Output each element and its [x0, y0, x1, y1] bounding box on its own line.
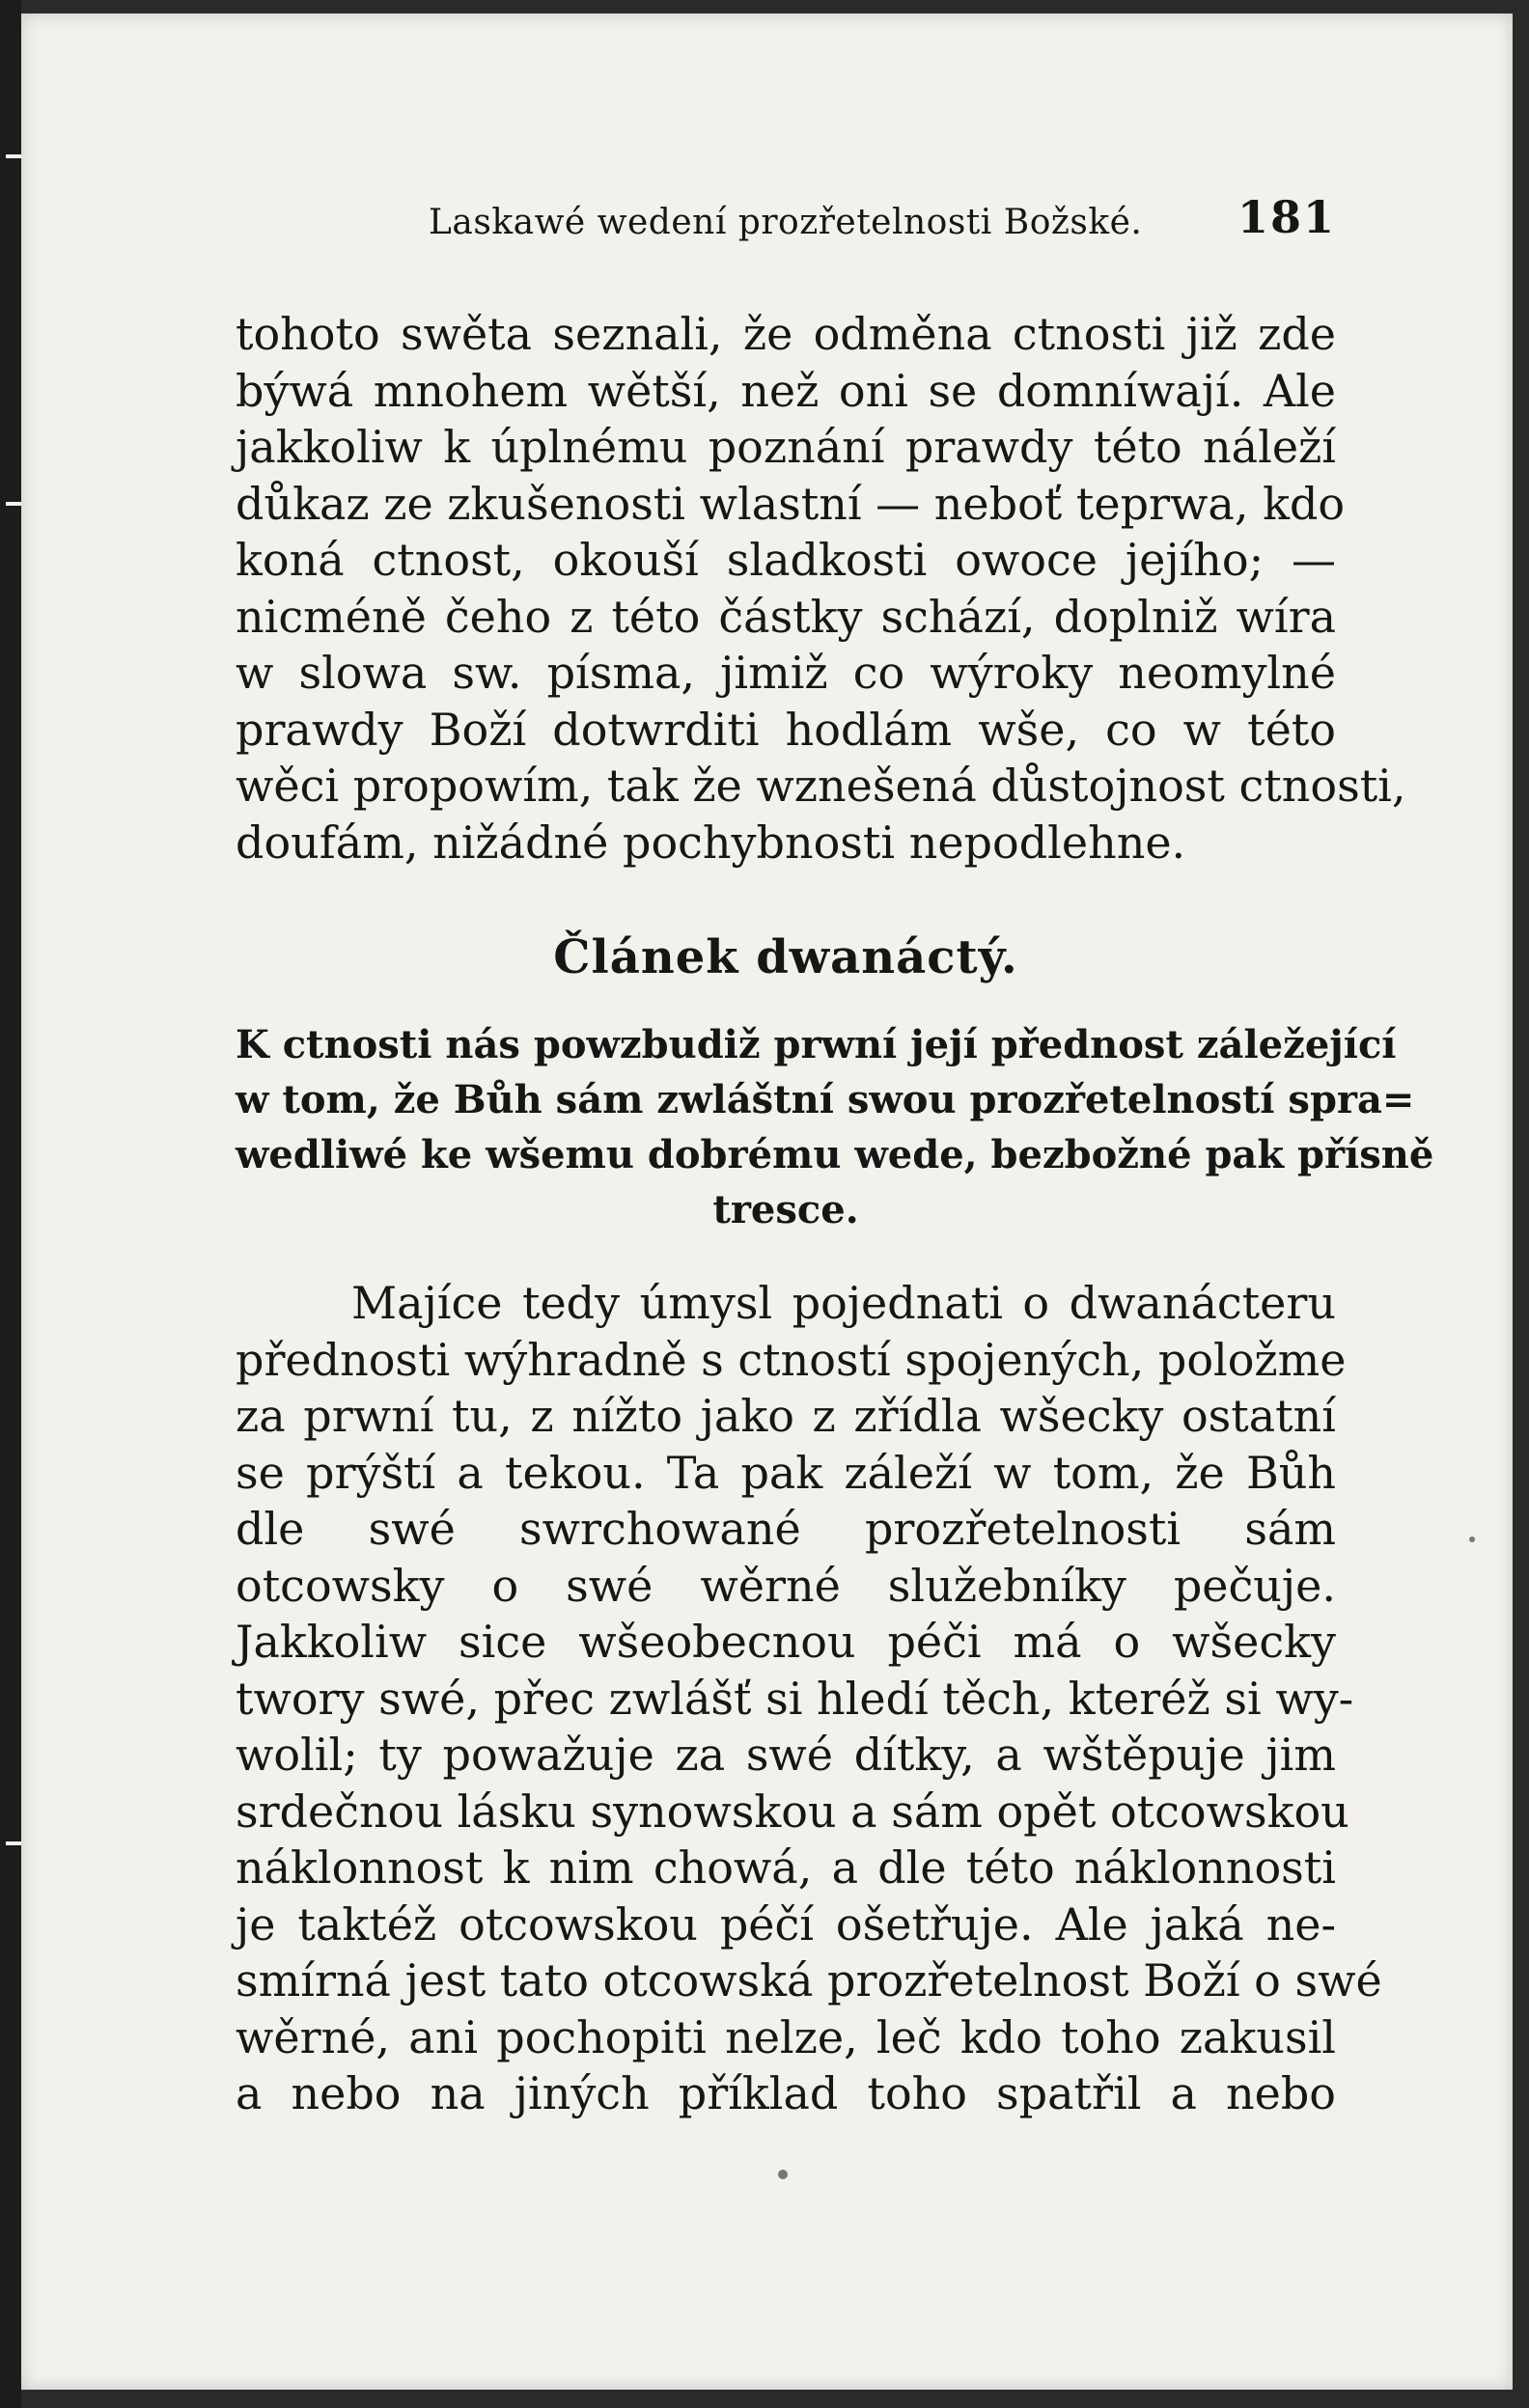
text-line: Jakkoliw sice wšeobecnou péči má o wšecky	[236, 1616, 1336, 1668]
text-line: wěci propowím, tak že wznešená důstojnost ctnosti,	[236, 760, 1406, 812]
text-line: prawdy Boží dotwrditi hodlám wše, co w této	[236, 703, 1336, 756]
text-line: wolil; ty powažuje za swé dítky, a wštěpuje jim	[236, 1729, 1336, 1781]
text-line: wěrné, ani pochopiti nelze, leč kdo toho zakusil	[236, 2010, 1336, 2063]
paragraph-1	[236, 306, 1406, 871]
text-line: a nebo na jiných příklad toho spatřil a nebo	[236, 2067, 1336, 2119]
text-line: smírná jest tato otcowská prozřetelnost Boží o swé	[236, 1954, 1382, 2007]
text-line: jakkoliw k úplnému poznání prawdy této náleží	[236, 421, 1336, 473]
ink-speck	[1469, 1536, 1475, 1542]
summary-line: tresce.	[712, 1187, 859, 1232]
summary-line: K ctnosti nás powzbudiž prwní její přednost záležející	[236, 1022, 1397, 1067]
text-line: koná ctnost, okouší sladkosti owoce jejího; —	[236, 534, 1336, 586]
text-line: tohoto swěta seznali, že odměna ctnosti již zde	[236, 308, 1336, 360]
text-line: otcowsky o swé wěrné služebníky pečuje.	[236, 1559, 1336, 1612]
text-line: býwá mnohem wětší, než oni se domníwají. Ale	[236, 364, 1336, 417]
text-line: twory swé, přec zwlášť si hledí těch, kteréž si wy-	[236, 1672, 1354, 1725]
page-header	[236, 191, 1336, 259]
text-line: náklonnost k nim chowá, a dle této náklonnosti	[236, 1841, 1336, 1894]
paragraph-2	[236, 1275, 1382, 2122]
text-line: za prwní tu, z nížto jako z zřídla wšecky ostatní	[236, 1390, 1336, 1442]
summary-line: wedliwé ke wšemu dobrému wede, bezbožné pak přísně	[236, 1132, 1434, 1177]
text-line: srdečnou lásku synowskou a sám opět otcowskou	[236, 1785, 1349, 1838]
text-line: w slowa sw. písma, jimiž co wýroky neomylné	[236, 647, 1336, 699]
page-number: 181	[1237, 191, 1336, 243]
summary-line: w tom, že Bůh sám zwláštní swou prozřetelností spra=	[236, 1077, 1415, 1122]
text-line: dle swé swrchowané prozřetelnosti sám	[236, 1503, 1336, 1555]
text-line: je taktéž otcowskou péčí ošetřuje. Ale jaká ne-	[236, 1897, 1336, 1951]
text-line: se prýští a tekou. Ta pak záleží w tom, že Bůh	[236, 1446, 1336, 1499]
running-head: Laskawé wedení prozřetelnosti Božské.	[429, 203, 1143, 242]
scan-left-edge	[0, 0, 21, 2408]
text-line: doufám, nižádné pochybnosti nepodlehne.	[236, 816, 1186, 869]
text-line: nicméně čeho z této částky schází, doplniž wíra	[236, 590, 1336, 643]
text-line: Majíce tedy úmysl pojednati o dwanácteru	[351, 1277, 1336, 1329]
section-summary	[236, 1017, 1434, 1237]
text-line: přednosti wýhradně s ctností spojených, položme	[236, 1333, 1347, 1386]
ink-speck	[778, 2170, 788, 2179]
text-line: důkaz ze zkušenosti wlastní — neboť teprwa, kdo	[236, 477, 1346, 530]
section-heading: Článek dwanáctý.	[553, 930, 1018, 984]
